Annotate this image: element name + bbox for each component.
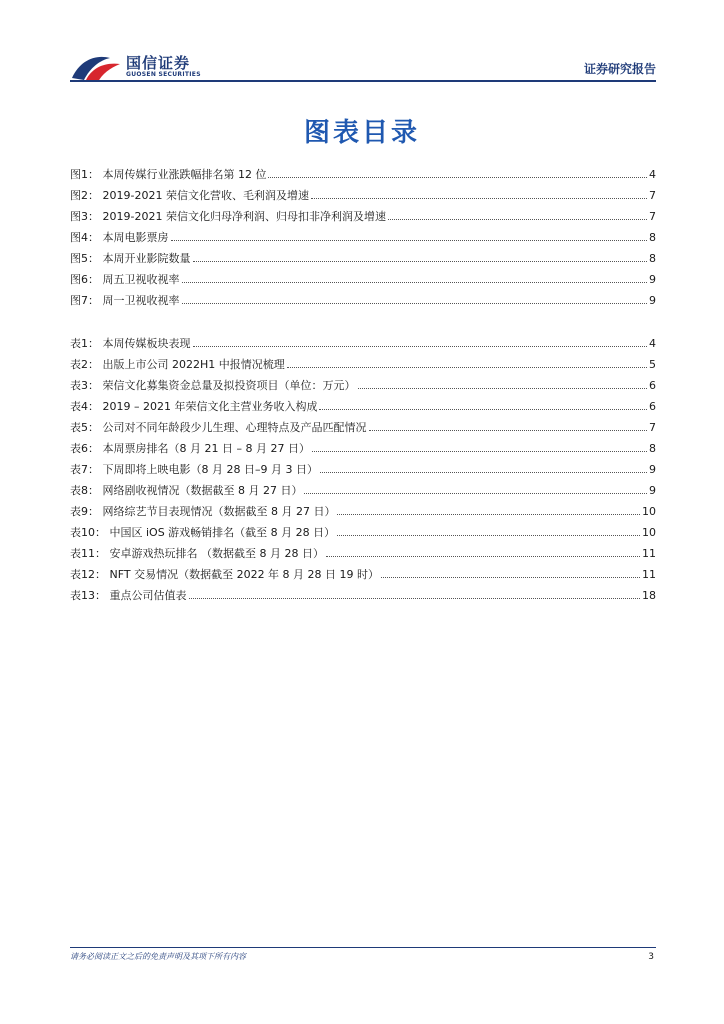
toc-entry-page: 11 [642,568,656,581]
toc-entry-label: 图5： 本周开业影院数量 [70,252,191,265]
table-toc-entry[interactable] [70,587,656,608]
toc-entry-label: 图3： 2019-2021 荣信文化归母净利润、归母扣非净利润及增速 [70,210,386,223]
toc-dot-leader [326,556,640,557]
toc-dot-leader [337,514,640,515]
table-of-contents [70,166,656,608]
table-toc-entry[interactable] [70,335,656,356]
toc-dot-leader [182,303,648,304]
tables-list [70,335,656,608]
toc-dot-leader [381,577,640,578]
toc-entry-label: 图7： 周一卫视收视率 [70,294,180,307]
toc-entry-label: 表4： 2019 – 2021 年荣信文化主营业务收入构成 [70,400,318,413]
toc-entry-page: 7 [649,210,656,223]
toc-entry-page: 9 [649,463,656,476]
table-toc-entry[interactable] [70,545,656,566]
table-toc-entry[interactable] [70,419,656,440]
table-toc-entry[interactable] [70,566,656,587]
toc-dot-leader [311,198,647,199]
table-toc-entry[interactable] [70,398,656,419]
footer-divider [70,947,656,948]
toc-dot-leader [171,240,648,241]
toc-dot-leader [388,219,647,220]
toc-entry-page: 10 [642,505,656,518]
table-toc-entry[interactable] [70,461,656,482]
toc-entry-page: 10 [642,526,656,539]
table-toc-entry[interactable] [70,482,656,503]
toc-entry-label: 表11： 安卓游戏热玩排名 （数据截至 8 月 28 日） [70,547,324,560]
toc-dot-leader [319,409,647,410]
toc-entry-label: 图6： 周五卫视收视率 [70,273,180,286]
figure-toc-entry[interactable] [70,229,656,250]
toc-dot-leader [287,367,647,368]
toc-entry-label: 表1： 本周传媒板块表现 [70,337,191,350]
toc-dot-leader [193,261,648,262]
toc-section-gap [70,313,656,335]
figure-toc-entry[interactable] [70,187,656,208]
toc-entry-page: 8 [649,442,656,455]
toc-entry-page: 8 [649,231,656,244]
table-toc-entry[interactable] [70,377,656,398]
company-logo [70,50,210,84]
logo-english-name: GUOSEN SECURITIES [126,71,201,78]
figure-toc-entry[interactable] [70,166,656,187]
logo-chinese-name: 国信证券 [126,54,191,72]
page-number: 3 [648,952,654,962]
toc-entry-label: 图1： 本周传媒行业涨跌幅排名第 12 位 [70,168,267,181]
header-divider [70,80,656,82]
toc-dot-leader [304,493,647,494]
figure-toc-entry[interactable] [70,292,656,313]
toc-entry-label: 表12： NFT 交易情况（数据截至 2022 年 8 月 28 日 19 时） [70,568,380,581]
toc-entry-page: 7 [649,189,656,202]
table-toc-entry[interactable] [70,440,656,461]
report-type-label: 证券研究报告 [583,62,656,76]
toc-entry-label: 表13： 重点公司估值表 [70,589,187,602]
toc-entry-page: 4 [649,337,656,350]
toc-entry-page: 6 [649,400,656,413]
figures-list [70,166,656,313]
toc-entry-page: 9 [649,484,656,497]
toc-dot-leader [337,535,640,536]
toc-dot-leader [358,388,648,389]
toc-dot-leader [312,451,647,452]
figure-toc-entry[interactable] [70,271,656,292]
figure-toc-entry[interactable] [70,208,656,229]
toc-entry-label: 表10： 中国区 iOS 游戏畅销排名（截至 8 月 28 日） [70,526,336,539]
toc-entry-label: 表2： 出版上市公司 2022H1 中报情况梳理 [70,358,285,371]
table-toc-entry[interactable] [70,356,656,377]
toc-entry-label: 表8： 网络剧收视情况（数据截至 8 月 27 日） [70,484,303,497]
toc-entry-page: 9 [649,294,656,307]
toc-entry-page: 7 [649,421,656,434]
toc-entry-page: 11 [642,547,656,560]
toc-entry-label: 表9： 网络综艺节目表现情况（数据截至 8 月 27 日） [70,505,336,518]
toc-entry-page: 8 [649,252,656,265]
table-toc-entry[interactable] [70,524,656,545]
toc-dot-leader [189,598,641,599]
toc-entry-page: 5 [649,358,656,371]
figure-toc-entry[interactable] [70,250,656,271]
toc-entry-page: 9 [649,273,656,286]
toc-entry-label: 图4： 本周电影票房 [70,231,169,244]
toc-entry-page: 4 [649,168,656,181]
toc-dot-leader [268,177,647,178]
toc-dot-leader [193,346,648,347]
toc-entry-label: 表3： 荣信文化募集资金总量及拟投资项目（单位：万元） [70,379,356,392]
toc-entry-page: 6 [649,379,656,392]
toc-entry-label: 表5： 公司对不同年龄段少儿生理、心理特点及产品匹配情况 [70,421,367,434]
guosen-logo-icon [70,50,124,84]
toc-entry-label: 表7： 下周即将上映电影（8 月 28 日–9 月 3 日） [70,463,318,476]
page-header [0,0,724,90]
toc-entry-page: 18 [642,589,656,602]
table-toc-entry[interactable] [70,503,656,524]
toc-title: 图表目录 [303,118,420,148]
toc-dot-leader [182,282,648,283]
toc-dot-leader [320,472,647,473]
toc-entry-label: 图2： 2019-2021 荣信文化营收、毛利润及增速 [70,189,309,202]
footer-disclaimer: 请务必阅读正文之后的免责声明及其项下所有内容 [70,952,246,961]
toc-dot-leader [369,430,648,431]
toc-entry-label: 表6： 本周票房排名（8 月 21 日 – 8 月 27 日） [70,442,310,455]
